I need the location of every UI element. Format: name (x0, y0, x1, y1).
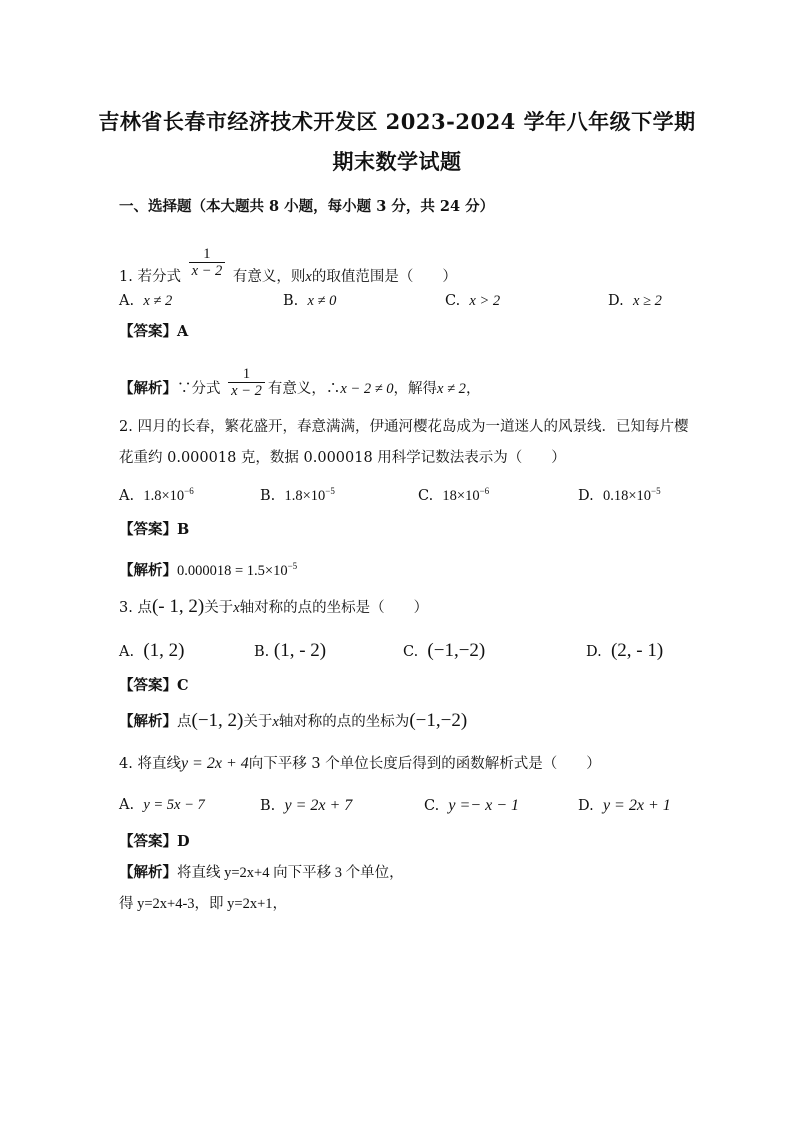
option-label: B. (260, 798, 276, 814)
option-a (119, 486, 194, 505)
math-point: (−1, 2) (191, 710, 244, 731)
exponent: −6 (479, 486, 490, 496)
question-3 (119, 598, 428, 617)
answer-2: 【答案】B (119, 521, 190, 538)
option-d (578, 797, 671, 815)
option-b (260, 797, 352, 815)
math-variable: x (305, 269, 312, 285)
option-a (119, 293, 172, 310)
option-c (418, 486, 489, 505)
question-4 (119, 755, 601, 773)
document-title-line1: 吉林省长春市经济技术开发区 2023-2024 学年八年级下学期 (98, 109, 696, 134)
analysis-4-line1 (119, 864, 404, 882)
option-label: C. (418, 488, 434, 504)
option-a (119, 797, 205, 814)
analysis-text: 将直线 y=2x+4 向下平移 3 个单位， (177, 865, 404, 881)
analysis-3 (119, 712, 467, 731)
math-expression: x ≠ 2 (437, 381, 466, 397)
analysis-text: ， (465, 381, 481, 397)
question-text: 若分式 (137, 269, 181, 285)
analysis-text: 有意义，∴ (267, 381, 341, 397)
exponent: −5 (651, 486, 661, 496)
exponent: −5 (287, 561, 298, 571)
option-value: (−1,−2) (427, 640, 486, 661)
option-d (578, 486, 661, 505)
question-number: 1. (119, 269, 133, 285)
question-text: 的取值范围是（ ） (311, 269, 457, 285)
option-value: y = 2x + 1 (602, 797, 671, 814)
math-variable: x (233, 600, 240, 616)
option-c (403, 640, 485, 662)
option-value: y = 2x + 7 (284, 797, 353, 814)
math-point: (−1,−2) (409, 710, 468, 731)
option-value: (1, 2) (143, 640, 185, 661)
option-value: x ≥ 2 (632, 293, 662, 309)
document-title-line2: 期末数学试题 (332, 149, 462, 174)
option-value: 1.8×10 (284, 488, 326, 504)
fraction-denominator: x − 2 (228, 382, 265, 399)
math-variable: x (272, 714, 279, 730)
answer-4: 【答案】D (119, 833, 190, 850)
analysis-label: 【解析】 (119, 865, 177, 881)
option-label: B. (260, 488, 276, 504)
option-c (445, 293, 500, 310)
question-text: 关于 (204, 600, 234, 616)
option-value: (2, - 1) (610, 640, 664, 661)
option-value: y =− x − 1 (448, 797, 519, 814)
option-label: D. (578, 798, 594, 814)
option-label: D. (608, 293, 624, 309)
option-b (283, 293, 336, 310)
option-label: C. (445, 293, 461, 309)
option-label: C. (424, 798, 440, 814)
option-value: x > 2 (469, 293, 501, 309)
question-text: 向下平移 3 个单位长度后得到的函数解析式是（ ） (248, 756, 601, 772)
option-d (608, 293, 662, 310)
option-label: A. (119, 488, 135, 504)
option-c (424, 797, 519, 815)
option-label: A. (119, 644, 135, 660)
fraction (228, 366, 265, 399)
option-value: x ≠ 2 (143, 293, 173, 309)
analysis-label: 【解析】 (119, 380, 177, 397)
math-point: (- 1, 2) (151, 596, 205, 617)
option-value: 18×10 (442, 488, 480, 504)
option-value: (1, - 2) (273, 640, 327, 661)
question-2-line2: 花重约 0.000018 克，数据 0.000018 用科学记数法表示为（ ） (119, 450, 566, 466)
analysis-text: 轴对称的点的坐标为 (278, 714, 410, 730)
question-2-line1: 2. 四月的长春，繁花盛开，春意满满，伊通河樱花岛成为一道迷人的风景线．已知每片樱 (119, 419, 689, 435)
analysis-1 (119, 366, 480, 399)
option-label: D. (578, 488, 594, 504)
math-expression: 0.000018 = 1.5×10 (177, 563, 288, 579)
answer-1: 【答案】A (119, 323, 189, 340)
option-label: A. (119, 797, 135, 813)
option-b (260, 486, 335, 505)
math-expression: y = 2x + 4 (180, 755, 249, 772)
option-a (119, 640, 184, 662)
option-value: y = 5x − 7 (143, 797, 205, 813)
option-label: C. (403, 644, 419, 660)
analysis-text: 点 (177, 714, 192, 730)
fraction-numerator: 1 (242, 366, 251, 382)
fraction-numerator: 1 (203, 246, 211, 262)
analysis-text: ∵分式 (177, 381, 221, 397)
analysis-text: ，解得 (393, 381, 438, 397)
option-d (586, 640, 663, 662)
option-label: B. (254, 644, 270, 660)
analysis-label: 【解析】 (119, 713, 177, 730)
exponent: −6 (184, 486, 194, 496)
exponent: −5 (325, 486, 335, 496)
question-text: 轴对称的点的坐标是（ ） (239, 600, 429, 616)
section-heading: 一、选择题（本大题共 8 小题，每小题 3 分，共 24 分） (119, 198, 495, 215)
answer-3: 【答案】C (119, 677, 189, 694)
question-text: 点 (137, 600, 152, 616)
analysis-text: 关于 (243, 714, 273, 730)
option-b (254, 640, 326, 662)
fraction-denominator: x − 2 (189, 262, 226, 279)
option-value: x ≠ 0 (307, 293, 337, 309)
option-value: 0.18×10 (602, 488, 651, 504)
question-number: 3. (119, 600, 133, 616)
option-label: B. (283, 293, 299, 309)
analysis-2 (119, 557, 297, 580)
option-value: 1.8×10 (143, 488, 185, 504)
question-text: 有意义，则 (232, 269, 306, 285)
math-expression: x − 2 ≠ 0 (340, 381, 394, 397)
analysis-4-line2: 得 y=2x+4-3，即 y=2x+1， (119, 896, 288, 912)
option-label: A. (119, 293, 135, 309)
analysis-label: 【解析】 (119, 562, 177, 579)
fraction (189, 246, 226, 279)
question-text: 将直线 (137, 756, 181, 772)
option-label: D. (586, 644, 602, 660)
question-number: 4. (119, 756, 133, 772)
question-1 (119, 246, 457, 286)
